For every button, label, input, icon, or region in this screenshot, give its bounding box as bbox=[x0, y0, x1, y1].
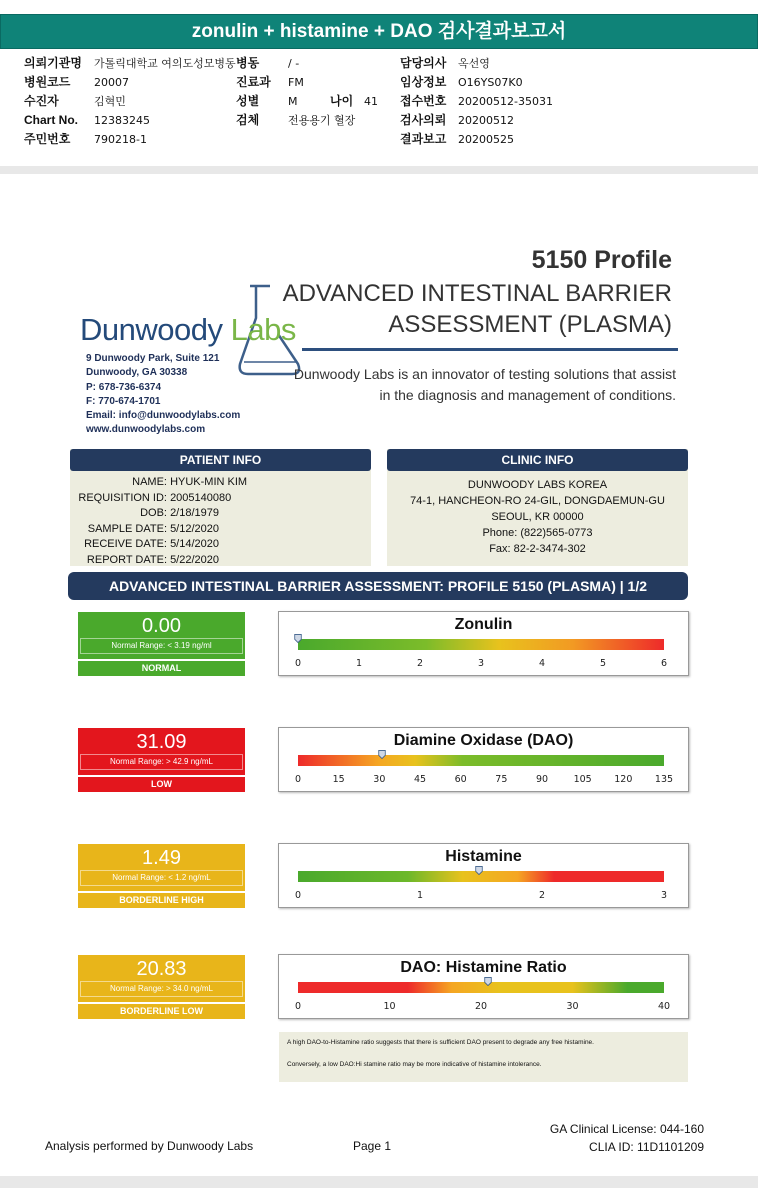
field-value: 20200525 bbox=[458, 133, 514, 146]
field-value: M bbox=[288, 95, 298, 108]
ratio-note bbox=[279, 1032, 688, 1082]
patient-value: 2/18/1979 bbox=[170, 507, 219, 519]
clinic-info-heading: CLINIC INFO bbox=[387, 449, 688, 471]
gauge-tick-label: 2 bbox=[538, 890, 546, 901]
note-line-2: Conversely, a low DAO:Hi stamine ratio may be more indicative of histamine intolerance. bbox=[287, 1061, 542, 1068]
header-col-3 bbox=[400, 54, 553, 149]
field-value: 전용용기 혈장 bbox=[288, 114, 356, 127]
gauge-tick-label: 0 bbox=[294, 658, 302, 669]
field-label: 의뢰기관명 bbox=[24, 56, 82, 70]
gauge-tick-label: 90 bbox=[535, 774, 549, 785]
gauge-bar bbox=[298, 639, 664, 650]
gauge-marker-icon bbox=[484, 977, 492, 986]
field-label: 병동 bbox=[236, 56, 260, 70]
gauge-marker-icon bbox=[294, 634, 302, 643]
patient-info-heading: PATIENT INFO bbox=[70, 449, 371, 471]
patient-label: REPORT DATE: bbox=[86, 553, 167, 566]
patient-value: 2005140080 bbox=[170, 491, 232, 504]
website: www.dunwoodylabs.com bbox=[86, 424, 206, 436]
field-row bbox=[400, 73, 553, 92]
patient-row bbox=[70, 506, 371, 522]
field-row bbox=[400, 54, 553, 73]
company-tagline: Dunwoody Labs is an innovator of testing solutions that assist in the diagnosis and management of conditions. bbox=[293, 366, 676, 403]
field-value: 옥선영 bbox=[458, 57, 490, 70]
field-label: 검사의뢰 bbox=[400, 113, 447, 127]
field-label: 병원코드 bbox=[24, 75, 71, 89]
gauge-panel bbox=[278, 727, 689, 792]
clinic-line: Fax: 82-2-3474-302 bbox=[489, 543, 586, 555]
result-status-badge: NORMAL bbox=[78, 659, 245, 676]
field-label: 수진자 bbox=[24, 94, 59, 108]
result-value: 20.83 bbox=[136, 958, 187, 980]
gauge-marker-icon bbox=[378, 750, 386, 759]
field-label: Chart No. bbox=[24, 113, 78, 127]
clia-id: CLIA ID: 11D1101209 bbox=[589, 1140, 704, 1154]
gauge-bar bbox=[298, 982, 664, 993]
note-line-1: A high DAO-to-Histamine ratio suggests that there is sufficient DAO present to degrade any free histamine. bbox=[287, 1039, 594, 1046]
phone: P: 678-736-6374 bbox=[86, 381, 162, 393]
footer-analysis: Analysis performed by Dunwoody Labs bbox=[45, 1139, 254, 1153]
gauge-tick-label: 120 bbox=[614, 774, 633, 785]
patient-row bbox=[70, 491, 371, 507]
clinic-line: DUNWOODY LABS KOREA bbox=[467, 479, 608, 491]
gauge-panel bbox=[278, 611, 689, 676]
result-value: 1.49 bbox=[142, 847, 181, 869]
gauge-title: DAO: Histamine Ratio bbox=[400, 959, 567, 976]
gauge-title: Histamine bbox=[445, 848, 522, 865]
field-row bbox=[236, 92, 378, 111]
field-row bbox=[400, 130, 553, 149]
patient-info-rows bbox=[70, 471, 371, 568]
gauge-marker-icon bbox=[475, 866, 483, 875]
patient-row bbox=[70, 537, 371, 553]
result-value: 0.00 bbox=[142, 615, 181, 637]
logo-main-text: Dunwoody bbox=[80, 312, 223, 347]
assessment-title-line-1: ADVANCED INTESTINAL BARRIER bbox=[282, 280, 672, 307]
normal-range: Normal Range: > 42.9 ng/mL bbox=[80, 754, 243, 770]
gauge-tick-label: 4 bbox=[538, 658, 546, 669]
report-title: zonulin + histamine + DAO 검사결과보고서 bbox=[0, 14, 758, 49]
gauge-bar bbox=[298, 755, 664, 766]
profile-title: 5150 Profile bbox=[531, 246, 672, 274]
clinic-info-lines bbox=[387, 471, 688, 557]
gauge-tick-label: 6 bbox=[660, 658, 668, 669]
field-row bbox=[24, 130, 236, 149]
email: Email: info@dunwoodylabs.com bbox=[86, 410, 241, 422]
field-value: / - bbox=[288, 57, 300, 70]
gauge-title: Zonulin bbox=[454, 616, 513, 633]
gauge-tick-label: 0 bbox=[294, 774, 302, 785]
field-label: 성별 bbox=[236, 94, 260, 108]
patient-row bbox=[70, 522, 371, 538]
result-status-badge: BORDERLINE LOW bbox=[78, 1002, 245, 1019]
patient-label: REQUISITION ID: bbox=[78, 491, 167, 504]
patient-label: SAMPLE DATE: bbox=[87, 522, 167, 535]
gauge-tick-label: 5 bbox=[599, 658, 607, 669]
patient-value: 5/22/2020 bbox=[170, 553, 219, 566]
field-row bbox=[24, 111, 236, 130]
clinic-line: SEOUL, KR 00000 bbox=[491, 511, 584, 523]
gauge-tick-label: 0 bbox=[294, 1001, 302, 1012]
gauge-tick-label: 3 bbox=[477, 658, 485, 669]
gauge-panel bbox=[278, 954, 689, 1019]
patient-row bbox=[70, 553, 371, 569]
page-bottom-separator bbox=[0, 1176, 758, 1188]
normal-range: Normal Range: > 34.0 ng/mL bbox=[80, 981, 243, 997]
field-label: 검체 bbox=[236, 113, 260, 127]
gauge-tick-label: 20 bbox=[474, 1001, 488, 1012]
gauge-tick-label: 0 bbox=[294, 890, 302, 901]
gauge-tick-label: 60 bbox=[454, 774, 467, 785]
address-line: 9 Dunwoody Park, Suite 121 bbox=[86, 353, 220, 364]
result-status-badge: LOW bbox=[78, 775, 245, 792]
field-label: 주민번호 bbox=[24, 132, 71, 146]
patient-value: HYUK-MIN KIM bbox=[170, 476, 248, 488]
field-value: O16YS07K0 bbox=[458, 76, 523, 89]
field-label: 진료과 bbox=[236, 75, 271, 89]
result-value: 31.09 bbox=[136, 731, 187, 753]
gauge-tick-label: 135 bbox=[654, 774, 674, 785]
dunwoody-labs-logo bbox=[80, 312, 296, 348]
field-value: 20007 bbox=[94, 76, 129, 89]
field-value: 20200512 bbox=[458, 114, 514, 127]
assessment-title bbox=[283, 278, 672, 340]
field-label: 임상정보 bbox=[400, 75, 447, 89]
gauge-tick-label: 15 bbox=[332, 774, 345, 785]
field-value: 790218-1 bbox=[94, 133, 147, 146]
field-value: 김혁민 bbox=[94, 95, 126, 108]
gauge-tick-label: 30 bbox=[373, 774, 386, 785]
fax: F: 770-674-1701 bbox=[86, 395, 161, 407]
field-row bbox=[400, 92, 553, 111]
field-row bbox=[24, 92, 236, 111]
gauge-tick-label: 105 bbox=[573, 774, 592, 785]
field-value: 20200512-35031 bbox=[458, 95, 553, 108]
lab-report-header bbox=[0, 0, 758, 167]
gauge-tick-label: 2 bbox=[416, 658, 424, 669]
patient-value: 5/12/2020 bbox=[170, 522, 219, 535]
field-label: 접수번호 bbox=[400, 94, 447, 108]
age-label: 나이 bbox=[330, 94, 354, 108]
section-banner: ADVANCED INTESTINAL BARRIER ASSESSMENT: PROFILE 5150 (PLASMA) | 1/2 bbox=[68, 572, 688, 600]
result-value-block bbox=[78, 955, 245, 1003]
footer-license bbox=[550, 1120, 704, 1156]
field-label: 결과보고 bbox=[400, 132, 447, 146]
gauge-tick-label: 45 bbox=[413, 774, 427, 785]
title-divider bbox=[302, 348, 678, 351]
field-row bbox=[236, 73, 378, 92]
logo-labs-text: Labs bbox=[230, 312, 296, 347]
field-row bbox=[236, 54, 378, 73]
lab-address bbox=[86, 352, 240, 438]
gauge-tick-label: 3 bbox=[660, 890, 668, 901]
assessment-title-line-2: ASSESSMENT (PLASMA) bbox=[388, 311, 672, 338]
normal-range: Normal Range: < 1.2 ng/mL bbox=[80, 870, 243, 886]
gauge-panel bbox=[278, 843, 689, 908]
field-row bbox=[400, 111, 553, 130]
field-label: 담당의사 bbox=[400, 56, 447, 70]
field-row bbox=[236, 111, 378, 130]
clinical-license: GA Clinical License: 044-160 bbox=[549, 1122, 704, 1136]
result-value-block bbox=[78, 728, 245, 776]
gauge-title: Diamine Oxidase (DAO) bbox=[393, 732, 574, 749]
patient-row bbox=[70, 475, 371, 491]
gauge-tick-label: 75 bbox=[495, 774, 508, 785]
gauge-tick-label: 10 bbox=[383, 1001, 396, 1012]
field-row bbox=[24, 73, 236, 92]
gauge-tick-label: 40 bbox=[657, 1001, 671, 1012]
clinic-info-panel bbox=[387, 449, 688, 566]
result-value-block bbox=[78, 844, 245, 892]
patient-info-panel bbox=[70, 449, 371, 566]
field-value: FM bbox=[288, 76, 304, 89]
patient-label: NAME: bbox=[132, 476, 167, 488]
address-line: Dunwoody, GA 30338 bbox=[86, 367, 188, 379]
field-row bbox=[24, 54, 236, 73]
patient-label: RECEIVE DATE: bbox=[84, 538, 167, 550]
header-col-1 bbox=[24, 54, 236, 149]
header-col-2 bbox=[236, 54, 378, 130]
age-value: 41 bbox=[364, 95, 378, 108]
patient-value: 5/14/2020 bbox=[170, 538, 219, 550]
clinic-line: 74-1, HANCHEON-RO 24-GIL, DONGDAEMUN-GU bbox=[410, 495, 665, 507]
result-status-badge: BORDERLINE HIGH bbox=[78, 891, 245, 908]
page-separator bbox=[0, 166, 758, 174]
field-value: 가톨릭대학교 여의도성모병동 bbox=[94, 57, 236, 70]
gauge-tick-label: 1 bbox=[416, 890, 424, 901]
patient-label: DOB: bbox=[140, 507, 167, 519]
field-value: 12383245 bbox=[94, 114, 150, 127]
gauge-tick-label: 30 bbox=[566, 1001, 579, 1012]
normal-range: Normal Range: < 3.19 ng/ml bbox=[80, 638, 243, 654]
clinic-line: Phone: (822)565-0773 bbox=[482, 527, 593, 539]
page-number: Page 1 bbox=[353, 1139, 392, 1153]
result-value-block bbox=[78, 612, 245, 660]
gauge-tick-label: 1 bbox=[355, 658, 363, 669]
